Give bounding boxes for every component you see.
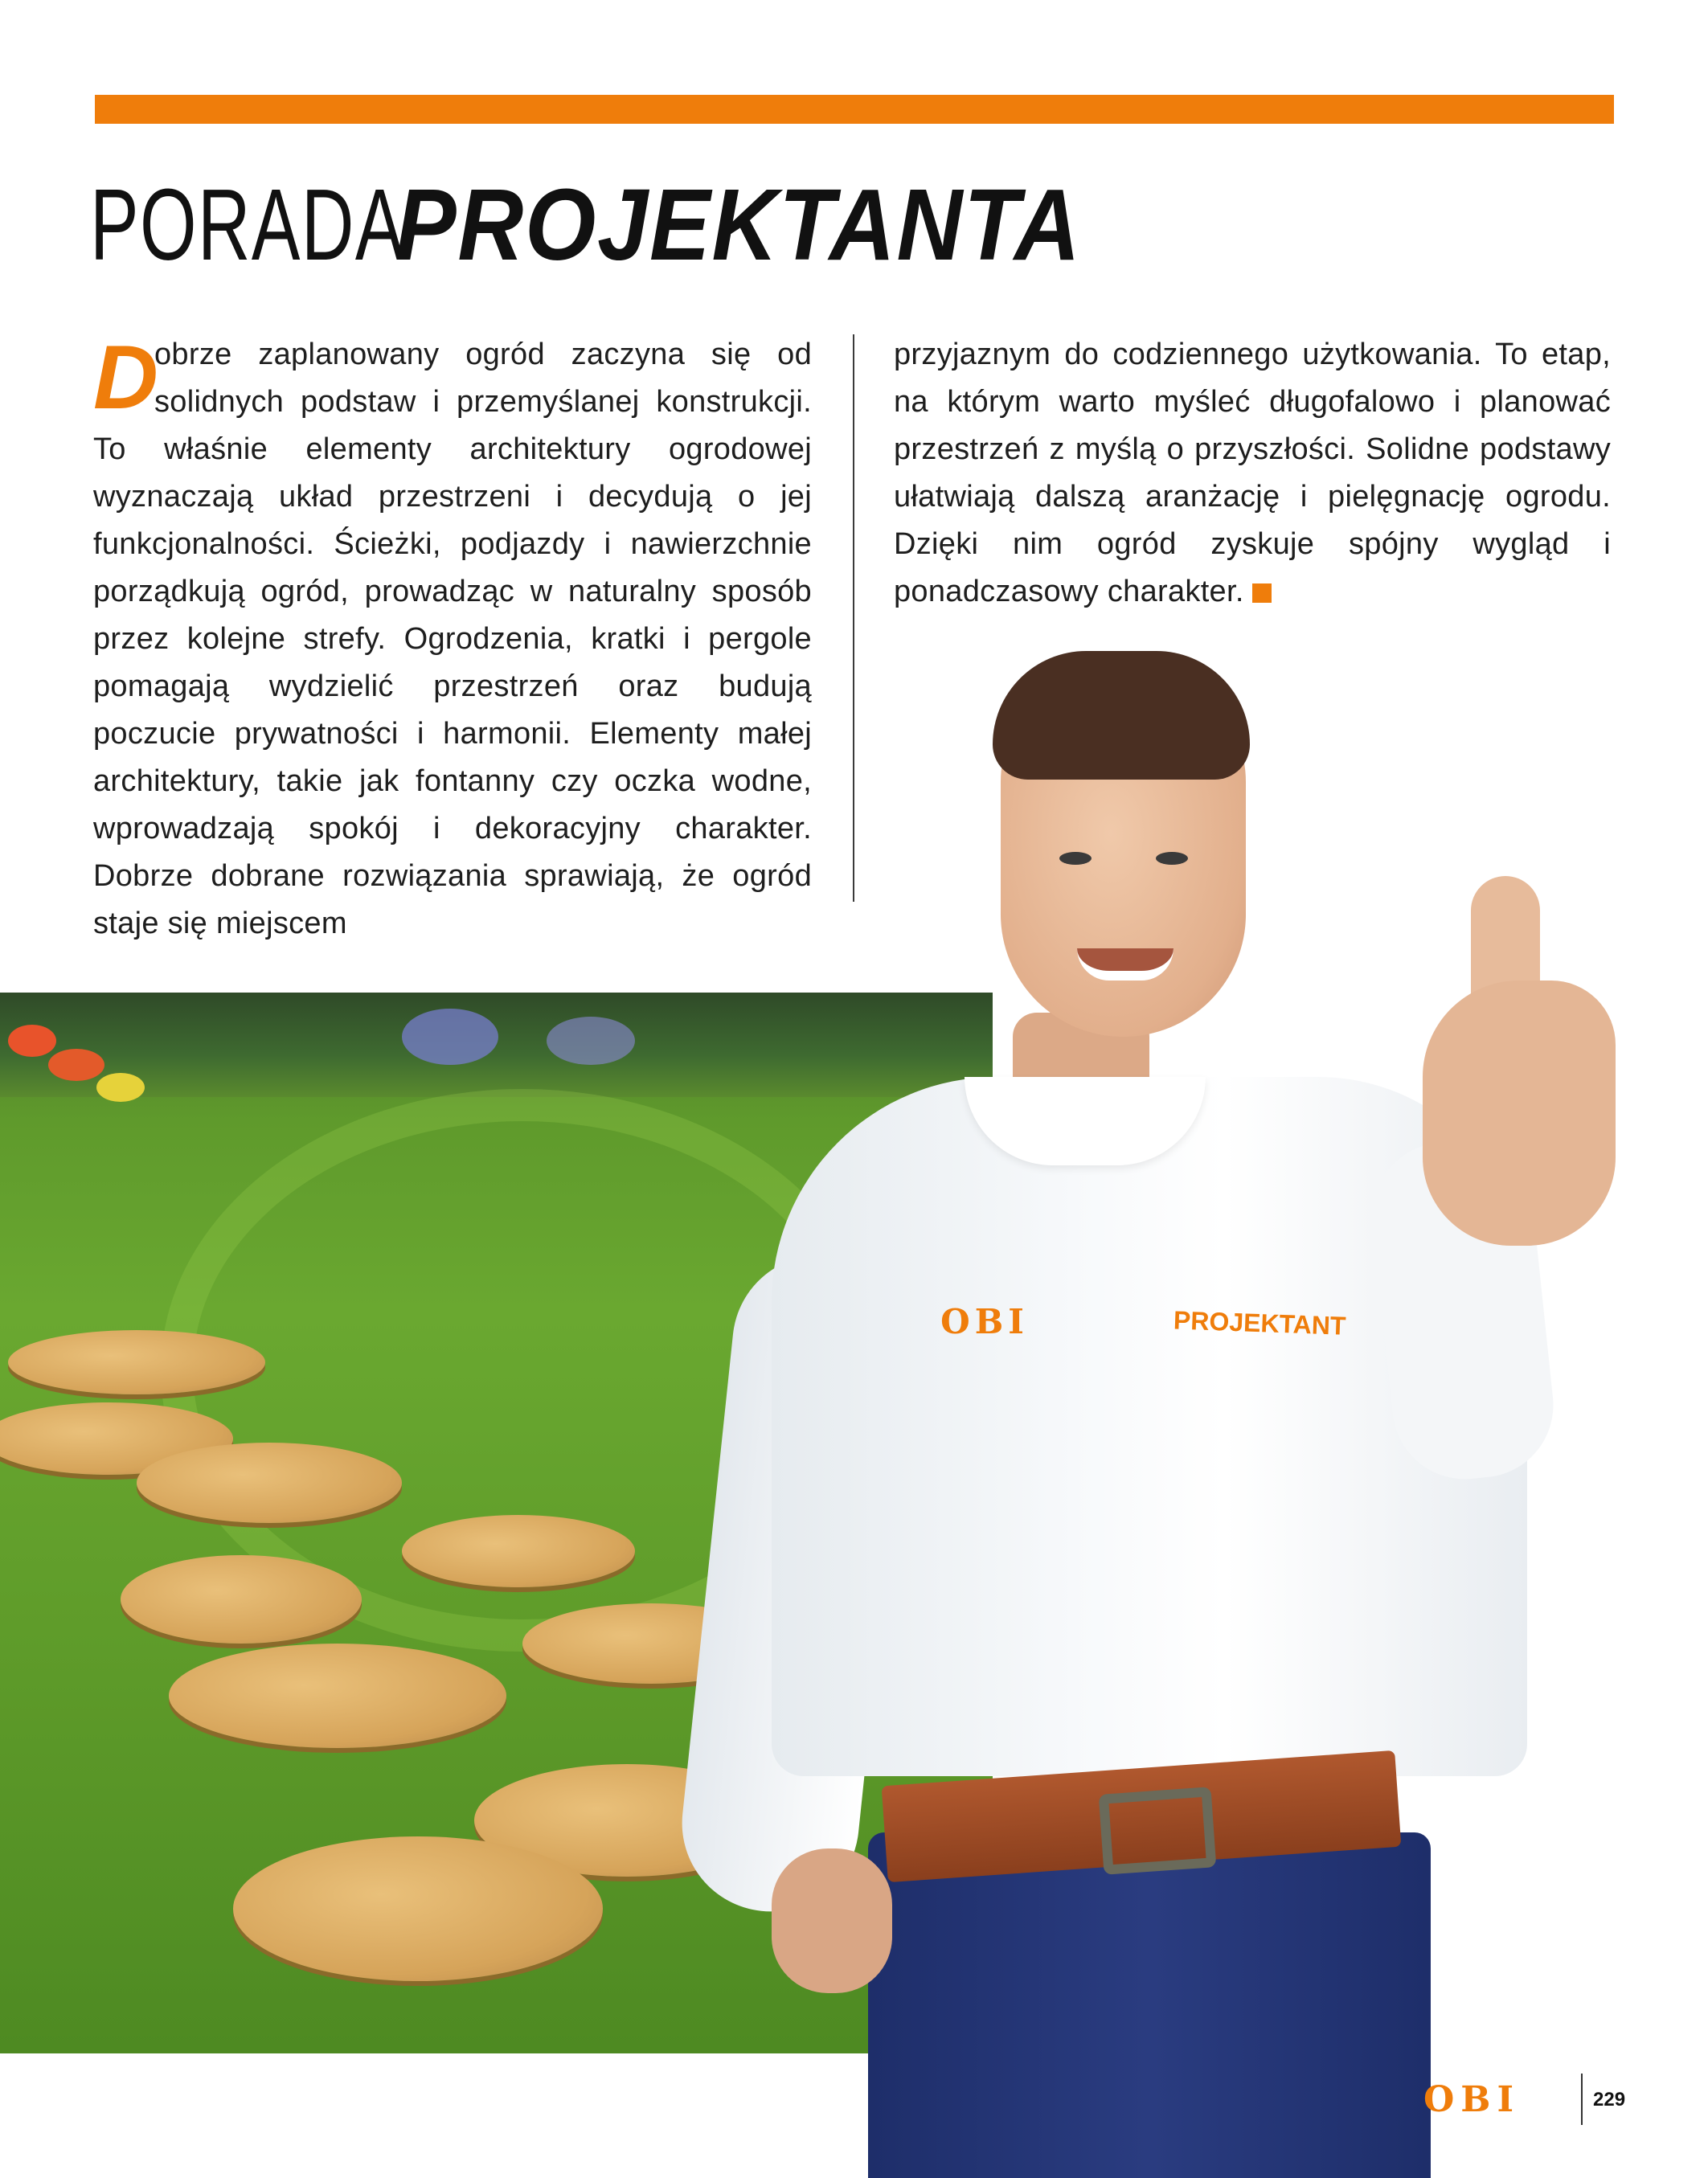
article-column-2 [894, 331, 1611, 616]
page-title-light: PORADA [90, 168, 405, 281]
left-hand [772, 1848, 892, 1993]
designer-photo [675, 643, 1664, 2178]
right-fist [1423, 981, 1616, 1246]
stepping-stone [8, 1330, 265, 1394]
stepping-stone [169, 1644, 506, 1748]
article-column-2-text: przyjaznym do codziennego użytkowania. To etap, na którym warto myśleć długofalowo i planować przestrzeń z myślą o przyszłości. Solidne podstawy ułatwiają dalszą aranżację i pielęgnację ogrodu. Dzięki nim ogród zyskuje spójny wygląd i ponadczasowy charakter. [894, 338, 1611, 608]
flower-decoration [48, 1049, 104, 1081]
footer-divider [1581, 2074, 1583, 2125]
article-column-1-text: obrze zaplanowany ogród zaczyna się od solidnych podstaw i przemyślanej konstrukcji. To właśnie elementy architektury ogrodowej wyznaczają układ przestrzeni i decydują o jej funkcjonalności. Ścieżki, podjazdy i nawierzchnie porządkują ogród, prowadząc w naturalny sposób przez kolejne strefy. Ogrodzenia, kratki i pergole pomagają wydzielić przestrzeń oraz budują poczucie prywatności i harmonii. Elementy małej architektury, takie jak fontanny czy oczka wodne, wprowadzają spokój i dekoracyjny charakter. Dobrze dobrane rozwiązania sprawiają, że ogród staje się miejscem [93, 338, 812, 940]
flower-decoration [96, 1073, 145, 1102]
left-eye [1059, 852, 1092, 865]
stepping-stone [233, 1836, 603, 1981]
stepping-stone [402, 1515, 635, 1587]
stepping-stone [137, 1443, 402, 1523]
right-eye [1156, 852, 1188, 865]
flower-decoration [547, 1017, 635, 1065]
footer-obi-logo: OBI [1423, 2079, 1521, 2120]
header-accent-bar [95, 95, 1614, 124]
hair [993, 651, 1250, 780]
shirt-obi-logo: OBI [940, 1302, 1029, 1341]
stepping-stone [121, 1555, 362, 1644]
flower-decoration [8, 1025, 56, 1057]
page-number: 229 [1593, 2089, 1626, 2110]
belt-buckle [1099, 1787, 1217, 1875]
shirt-projektant-badge: PROJEKTANT [1173, 1305, 1347, 1341]
page-title-bold: PROJEKTANTA [395, 168, 1082, 281]
page-title [90, 165, 1157, 285]
trousers [868, 1832, 1431, 2178]
drop-cap: D [93, 327, 159, 428]
flower-decoration [402, 1009, 498, 1065]
end-of-article-mark [1252, 583, 1272, 603]
